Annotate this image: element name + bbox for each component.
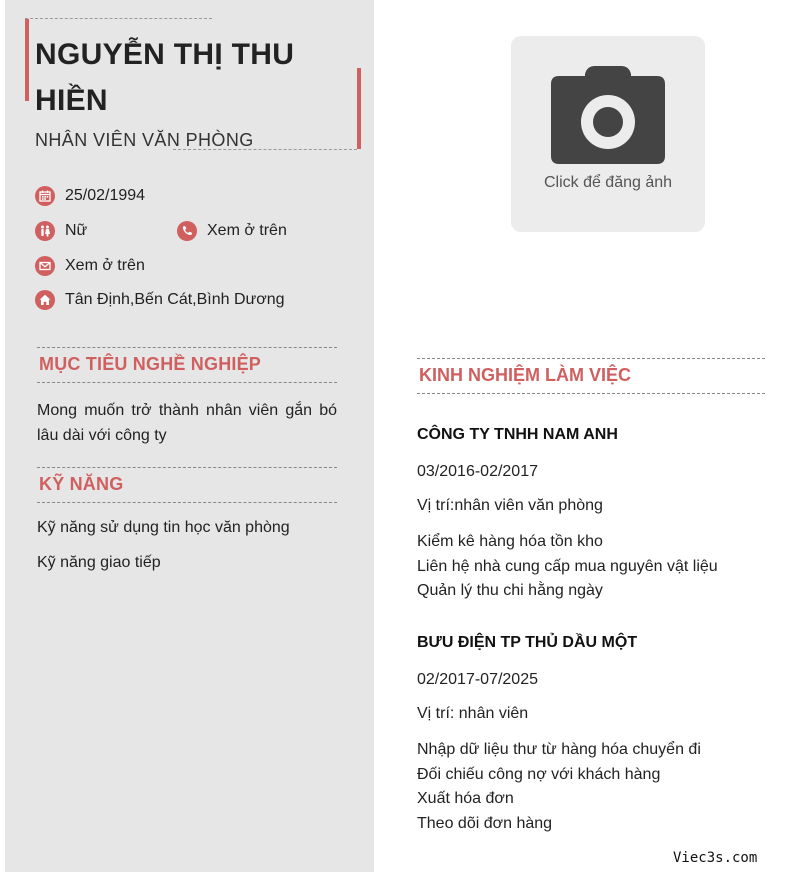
skills-heading xyxy=(37,467,337,503)
task-item: Kiểm kê hàng hóa tồn kho xyxy=(417,533,603,550)
skill-item: Kỹ năng giao tiếp xyxy=(37,554,161,571)
info-address xyxy=(35,290,285,310)
accent-bar xyxy=(357,68,361,149)
job-period: 02/2017-07/2025 xyxy=(417,671,538,688)
job-position: Vị trí: nhân viên xyxy=(417,705,529,722)
accent-bar xyxy=(25,19,29,101)
photo-upload[interactable] xyxy=(511,36,705,232)
job-tasks xyxy=(417,738,701,836)
task-item: Đối chiếu công nợ với khách hàng xyxy=(417,765,661,783)
phone-icon xyxy=(177,221,197,241)
info-email xyxy=(35,256,145,276)
objective-text: Mong muốn trở thành nhân viên gắn bó lâu dài với công ty xyxy=(37,402,337,444)
info-gender xyxy=(35,221,87,241)
experience-heading-text: KINH NGHIỆM LÀM VIỆC xyxy=(419,365,632,385)
watermark: Viec3s.com xyxy=(673,850,758,866)
experience-heading xyxy=(417,358,765,394)
name-block xyxy=(25,18,362,150)
task-item: Theo dõi đơn hàng xyxy=(417,814,553,832)
candidate-name: NGUYỄN THỊ THU HIỀN xyxy=(35,38,295,117)
task-item: Xuất hóa đơn xyxy=(417,790,514,807)
info-phone xyxy=(177,221,287,241)
job-company: CÔNG TY TNHH NAM ANH xyxy=(417,426,618,443)
task-item: Liên hệ nhà cung cấp mua nguyên vật liệu xyxy=(417,557,718,575)
job-period: 03/2016-02/2017 xyxy=(417,463,538,480)
job-company: BƯU ĐIỆN TP THỦ DẦU MỘT xyxy=(417,634,638,651)
photo-caption: Click để đăng ảnh xyxy=(543,174,673,191)
job-tasks xyxy=(417,530,718,604)
envelope-icon xyxy=(35,256,55,276)
calendar-icon xyxy=(35,186,55,206)
skills-heading-text: KỸ NĂNG xyxy=(39,474,124,494)
gender-text: Nữ xyxy=(65,222,88,239)
info-birthday xyxy=(35,186,145,206)
gender-icon xyxy=(35,221,55,241)
address-text: Tân Định,Bến Cát,Bình Dương xyxy=(65,291,285,308)
task-item: Nhập dữ liệu thư từ hàng hóa chuyển đi xyxy=(417,741,701,758)
camera-icon xyxy=(549,64,667,166)
task-item: Quản lý thu chi hằng ngày xyxy=(417,582,603,599)
home-icon xyxy=(35,290,55,310)
divider xyxy=(25,18,212,19)
job-position: Vị trí:nhân viên văn phòng xyxy=(417,497,603,514)
objective-heading xyxy=(37,347,337,383)
objective-heading-text: MỤC TIÊU NGHỀ NGHIỆP xyxy=(39,354,262,374)
email-text: Xem ở trên xyxy=(65,257,145,274)
birthday-text: 25/02/1994 xyxy=(65,187,146,204)
phone-text: Xem ở trên xyxy=(207,222,287,239)
job-title: NHÂN VIÊN VĂN PHÒNG xyxy=(35,130,254,150)
skill-item: Kỹ năng sử dụng tin học văn phòng xyxy=(37,519,290,536)
